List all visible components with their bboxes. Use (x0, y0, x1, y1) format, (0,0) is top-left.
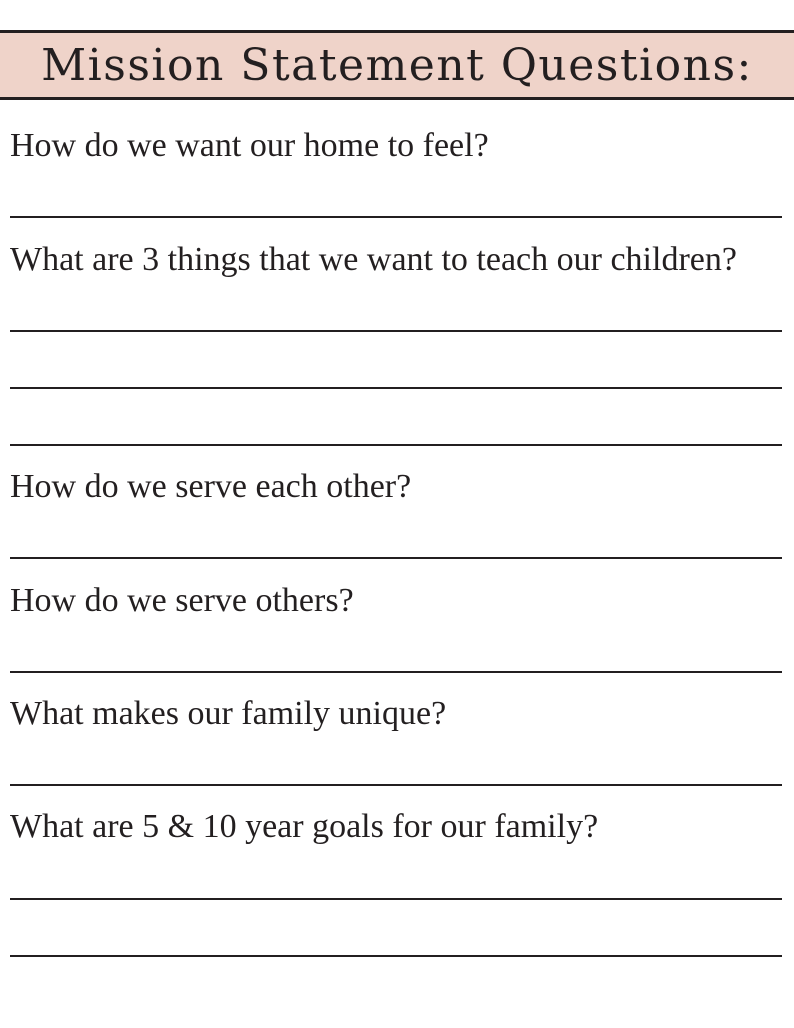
answer-line[interactable] (10, 557, 782, 559)
answer-line[interactable] (10, 671, 782, 673)
answer-line[interactable] (10, 955, 782, 957)
answer-line[interactable] (10, 387, 782, 389)
question-year-goals: What are 5 & 10 year goals for our family? (10, 808, 599, 845)
question-teach-children: What are 3 things that we want to teach our children? (10, 241, 737, 278)
page-title: Mission Statement Questions: (41, 40, 753, 91)
answer-line[interactable] (10, 216, 782, 218)
title-banner (0, 30, 794, 100)
question-serve-others: How do we serve others? (10, 582, 354, 619)
answer-line[interactable] (10, 330, 782, 332)
answer-line[interactable] (10, 898, 782, 900)
question-family-unique: What makes our family unique? (10, 695, 447, 732)
answer-line[interactable] (10, 444, 782, 446)
answer-line[interactable] (10, 784, 782, 786)
question-home-feel: How do we want our home to feel? (10, 127, 489, 164)
question-serve-each-other: How do we serve each other? (10, 468, 412, 505)
